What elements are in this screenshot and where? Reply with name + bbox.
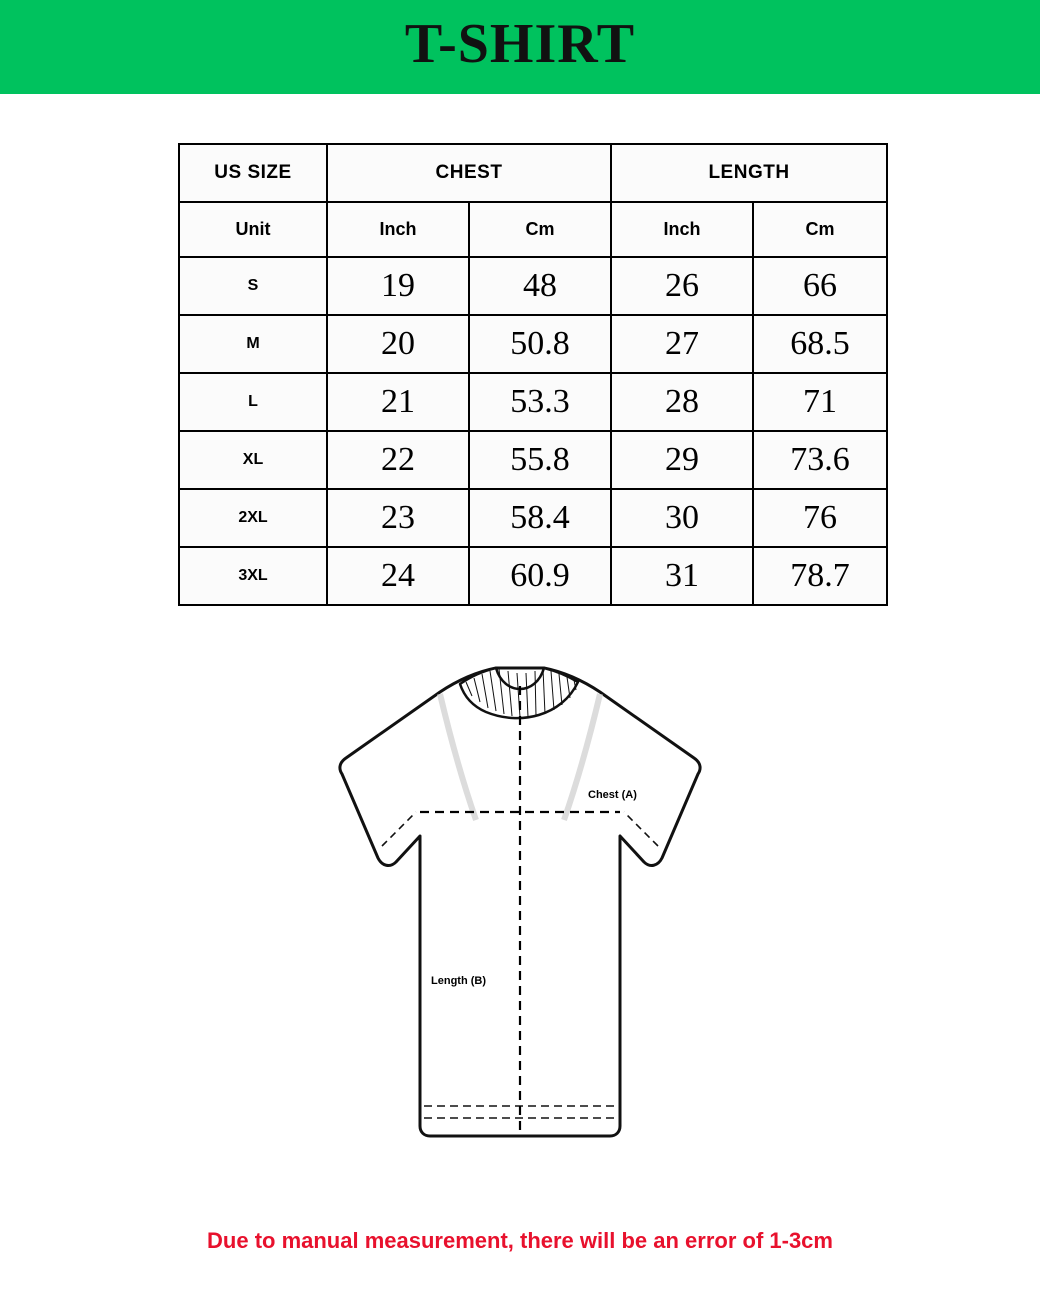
cell-chest-inch: 21 bbox=[327, 373, 469, 431]
table-row bbox=[179, 547, 887, 605]
unit-chest-cm: Cm bbox=[469, 202, 611, 257]
unit-length-cm: Cm bbox=[753, 202, 887, 257]
table-row bbox=[179, 489, 887, 547]
measurement-disclaimer: Due to manual measurement, there will be an error of 1-3cm bbox=[207, 1228, 833, 1253]
cell-chest-cm: 50.8 bbox=[469, 315, 611, 373]
cell-length-inch: 26 bbox=[611, 257, 753, 315]
cell-chest-inch: 22 bbox=[327, 431, 469, 489]
cell-length-inch: 31 bbox=[611, 547, 753, 605]
cell-chest-inch: 23 bbox=[327, 489, 469, 547]
cell-chest-inch: 19 bbox=[327, 257, 469, 315]
table-row bbox=[179, 315, 887, 373]
unit-length-inch: Inch bbox=[611, 202, 753, 257]
size-chart-table-wrapper bbox=[178, 143, 886, 606]
cell-length-cm: 78.7 bbox=[753, 547, 887, 605]
cell-chest-cm: 58.4 bbox=[469, 489, 611, 547]
cell-length-inch: 30 bbox=[611, 489, 753, 547]
cell-length-inch: 29 bbox=[611, 431, 753, 489]
cell-chest-inch: 20 bbox=[327, 315, 469, 373]
header-banner bbox=[0, 0, 1040, 94]
cell-size: S bbox=[179, 257, 327, 315]
table-row bbox=[179, 431, 887, 489]
cell-chest-inch: 24 bbox=[327, 547, 469, 605]
header-length: LENGTH bbox=[611, 144, 887, 202]
cell-length-cm: 71 bbox=[753, 373, 887, 431]
table-row bbox=[179, 373, 887, 431]
cell-size: M bbox=[179, 315, 327, 373]
cell-size: 3XL bbox=[179, 547, 327, 605]
cell-chest-cm: 53.3 bbox=[469, 373, 611, 431]
cell-length-inch: 27 bbox=[611, 315, 753, 373]
table-group-header-row bbox=[179, 144, 887, 202]
cell-length-inch: 28 bbox=[611, 373, 753, 431]
page-title: T-SHIRT bbox=[404, 13, 636, 75]
cell-size: 2XL bbox=[179, 489, 327, 547]
header-us-size: US SIZE bbox=[179, 144, 327, 202]
length-measure-label: Length (B) bbox=[431, 975, 486, 987]
table-unit-row bbox=[179, 202, 887, 257]
cell-length-cm: 68.5 bbox=[753, 315, 887, 373]
cell-length-cm: 73.6 bbox=[753, 431, 887, 489]
tshirt-diagram bbox=[0, 640, 1040, 1200]
cell-chest-cm: 48 bbox=[469, 257, 611, 315]
table-row bbox=[179, 257, 887, 315]
cell-chest-cm: 60.9 bbox=[469, 547, 611, 605]
cell-chest-cm: 55.8 bbox=[469, 431, 611, 489]
cell-length-cm: 66 bbox=[753, 257, 887, 315]
cell-length-cm: 76 bbox=[753, 489, 887, 547]
cell-size: XL bbox=[179, 431, 327, 489]
size-chart-table bbox=[178, 143, 888, 606]
header-chest: CHEST bbox=[327, 144, 611, 202]
unit-chest-inch: Inch bbox=[327, 202, 469, 257]
unit-label: Unit bbox=[179, 202, 327, 257]
cell-size: L bbox=[179, 373, 327, 431]
chest-measure-label: Chest (A) bbox=[588, 789, 637, 801]
tshirt-illustration-svg bbox=[290, 640, 750, 1180]
